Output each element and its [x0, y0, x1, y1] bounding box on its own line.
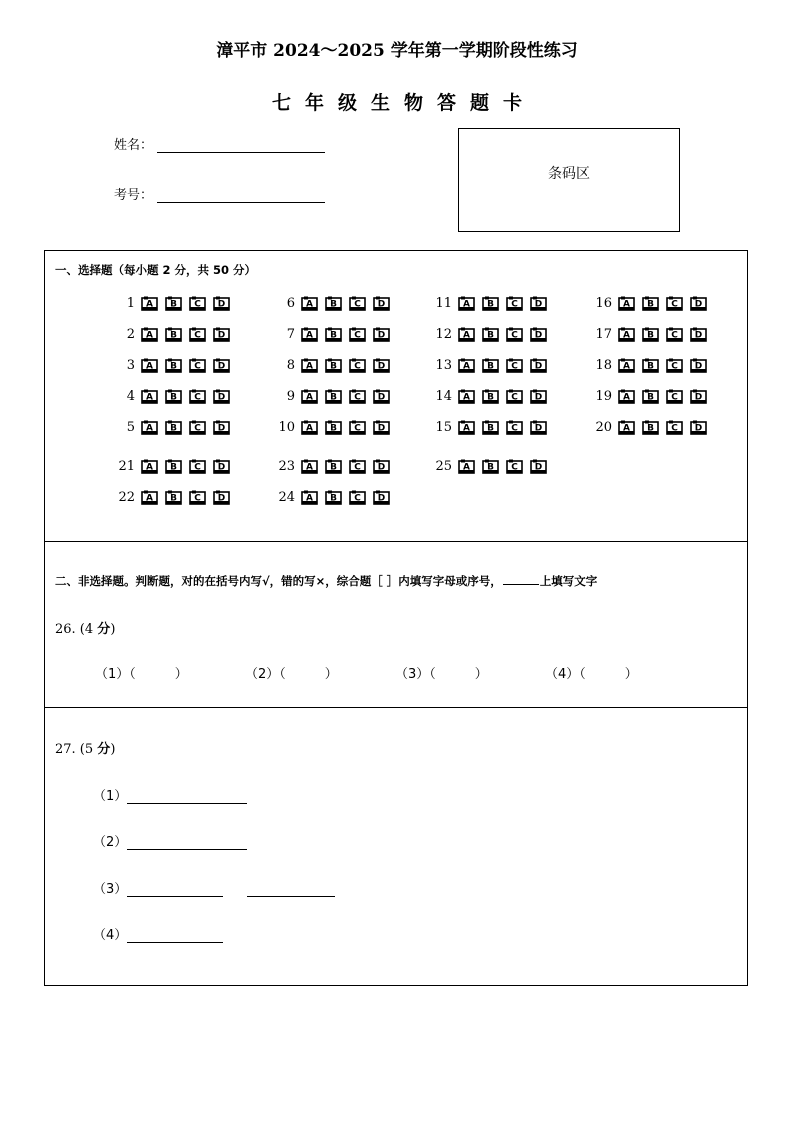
bubble-c-icon[interactable]	[189, 420, 206, 435]
question-number: 8	[286, 357, 295, 373]
option-label: D	[694, 423, 703, 433]
title-blank	[503, 575, 539, 585]
question-4-row	[103, 386, 237, 406]
question-16-row	[580, 293, 714, 313]
question-12-row	[420, 324, 554, 344]
bubble-d-icon[interactable]	[213, 389, 230, 404]
bubble-b-icon[interactable]	[642, 389, 659, 404]
question-5-row	[103, 417, 237, 437]
bubble-b-icon[interactable]	[165, 327, 182, 342]
bubble-a-icon[interactable]	[458, 358, 475, 373]
option-label: A	[623, 299, 630, 309]
q27-answer-line-4[interactable]	[127, 929, 223, 943]
question-number: 20	[595, 419, 612, 435]
q27-answer-line-3b[interactable]	[247, 883, 335, 897]
option-label: A	[463, 392, 470, 402]
option-label: A	[623, 361, 630, 371]
question-number: 2	[126, 326, 135, 342]
bubble-d-icon[interactable]	[530, 389, 547, 404]
bubble-a-icon[interactable]	[301, 327, 318, 342]
option-label: A	[146, 330, 153, 340]
question-21-row	[103, 456, 237, 476]
option-label: D	[217, 493, 226, 503]
question-number: 14	[435, 388, 452, 404]
q27-item-1[interactable]: （1）	[93, 785, 247, 804]
option-label: A	[146, 361, 153, 371]
bubble-c-icon[interactable]	[349, 296, 366, 311]
non-choice-section	[44, 541, 748, 708]
option-label: C	[194, 361, 201, 371]
option-label: B	[170, 493, 177, 503]
option-label: C	[511, 392, 518, 402]
option-label: D	[694, 330, 703, 340]
bubble-c-icon[interactable]	[349, 389, 366, 404]
bubble-a-icon[interactable]	[141, 389, 158, 404]
option-label: D	[377, 361, 386, 371]
option-label: C	[671, 361, 678, 371]
question-number: 24	[278, 489, 295, 505]
option-label: A	[306, 462, 313, 472]
question-number: 22	[118, 489, 135, 505]
bubble-c-icon[interactable]	[189, 490, 206, 505]
bubble-d-icon[interactable]	[530, 358, 547, 373]
bubble-d-icon[interactable]	[213, 296, 230, 311]
q27-item-2[interactable]: （2）	[93, 831, 247, 850]
bubble-d-icon[interactable]	[213, 490, 230, 505]
name-field[interactable]	[114, 134, 325, 153]
non-choice-title	[55, 573, 597, 589]
option-label: C	[671, 330, 678, 340]
q27-item-4[interactable]: （4）	[93, 924, 223, 943]
q26-item-2[interactable]: （2）（ ）	[245, 667, 338, 682]
bubble-b-icon[interactable]	[482, 296, 499, 311]
bubble-c-icon[interactable]	[506, 420, 523, 435]
option-label: A	[146, 299, 153, 309]
option-label: D	[534, 423, 543, 433]
option-label: A	[306, 299, 313, 309]
exam-number-label: 考号：	[114, 188, 154, 203]
option-label: B	[647, 299, 654, 309]
bubble-b-icon[interactable]	[165, 459, 182, 474]
bubble-d-icon[interactable]	[690, 420, 707, 435]
bubble-b-icon[interactable]	[165, 296, 182, 311]
question-number: 19	[595, 388, 612, 404]
option-label: D	[534, 392, 543, 402]
multiple-choice-section	[44, 250, 748, 542]
option-label: C	[511, 462, 518, 472]
bubble-c-icon[interactable]	[349, 490, 366, 505]
question-number: 1	[126, 295, 135, 311]
bubble-c-icon[interactable]	[506, 327, 523, 342]
question-23-row	[263, 456, 397, 476]
bubble-d-icon[interactable]	[213, 327, 230, 342]
bubble-a-icon[interactable]	[141, 296, 158, 311]
question-26-title: 26. (4 分)	[55, 622, 116, 637]
option-label: C	[354, 330, 361, 340]
question-number: 4	[126, 388, 135, 404]
option-label: A	[463, 330, 470, 340]
question-number: 10	[278, 419, 295, 435]
question-25-row	[420, 456, 554, 476]
bubble-c-icon[interactable]	[666, 420, 683, 435]
bubble-a-icon[interactable]	[141, 459, 158, 474]
option-label: B	[170, 299, 177, 309]
question-number: 23	[278, 458, 295, 474]
question-18-row	[580, 355, 714, 375]
option-label: D	[377, 423, 386, 433]
q27-answer-line-2[interactable]	[127, 836, 247, 850]
bubble-a-icon[interactable]	[301, 296, 318, 311]
option-label: A	[463, 462, 470, 472]
option-label: B	[487, 361, 494, 371]
bubble-a-icon[interactable]	[301, 490, 318, 505]
question-27-section	[44, 707, 748, 986]
option-label: B	[330, 361, 337, 371]
question-number: 18	[595, 357, 612, 373]
option-label: B	[170, 462, 177, 472]
question-13-row	[420, 355, 554, 375]
barcode-label: 条码区	[548, 166, 590, 182]
question-number: 11	[435, 295, 452, 311]
option-label: C	[194, 462, 201, 472]
question-number: 25	[435, 458, 452, 474]
option-label: B	[170, 392, 177, 402]
option-label: A	[146, 423, 153, 433]
question-number: 15	[435, 419, 452, 435]
bubble-d-icon[interactable]	[373, 459, 390, 474]
q27-answer-line-1[interactable]	[127, 790, 247, 804]
option-label: C	[671, 392, 678, 402]
bubble-a-icon[interactable]	[301, 420, 318, 435]
bubble-c-icon[interactable]	[189, 327, 206, 342]
option-label: A	[306, 330, 313, 340]
bubble-b-icon[interactable]	[482, 389, 499, 404]
option-label: A	[146, 392, 153, 402]
bubble-c-icon[interactable]	[349, 459, 366, 474]
option-label: D	[377, 299, 386, 309]
option-label: B	[330, 299, 337, 309]
bubble-a-icon[interactable]	[141, 490, 158, 505]
option-label: A	[463, 423, 470, 433]
bubble-d-icon[interactable]	[690, 327, 707, 342]
question-number: 13	[435, 357, 452, 373]
barcode-area	[458, 128, 680, 232]
exam-title: 漳平市 2024～2025 学年第一学期阶段性练习	[216, 41, 578, 61]
question-number: 3	[126, 357, 135, 373]
bubble-b-icon[interactable]	[482, 459, 499, 474]
bubble-a-icon[interactable]	[141, 327, 158, 342]
question-number: 21	[118, 458, 135, 474]
option-label: C	[354, 423, 361, 433]
bubble-a-icon[interactable]	[141, 420, 158, 435]
option-label: D	[694, 299, 703, 309]
bubble-c-icon[interactable]	[349, 358, 366, 373]
bubble-a-icon[interactable]	[458, 296, 475, 311]
option-label: A	[623, 423, 630, 433]
bubble-b-icon[interactable]	[642, 327, 659, 342]
bubble-b-icon[interactable]	[642, 358, 659, 373]
option-label: B	[487, 423, 494, 433]
option-label: C	[354, 299, 361, 309]
option-label: A	[146, 493, 153, 503]
bubble-b-icon[interactable]	[325, 459, 342, 474]
option-label: D	[217, 299, 226, 309]
bubble-d-icon[interactable]	[530, 459, 547, 474]
bubble-b-icon[interactable]	[482, 358, 499, 373]
bubble-c-icon[interactable]	[506, 358, 523, 373]
option-label: D	[217, 361, 226, 371]
question-14-row	[420, 386, 554, 406]
bubble-a-icon[interactable]	[458, 389, 475, 404]
exam-number-field[interactable]	[114, 184, 325, 203]
option-label: D	[217, 423, 226, 433]
question-number: 7	[286, 326, 295, 342]
option-label: A	[146, 462, 153, 472]
bubble-d-icon[interactable]	[213, 358, 230, 373]
name-line[interactable]	[157, 139, 325, 153]
bubble-c-icon[interactable]	[189, 296, 206, 311]
bubble-d-icon[interactable]	[373, 420, 390, 435]
option-label: D	[377, 392, 386, 402]
question-11-row	[420, 293, 554, 313]
option-label: D	[534, 299, 543, 309]
option-label: A	[306, 423, 313, 433]
option-label: B	[170, 361, 177, 371]
option-label: C	[354, 493, 361, 503]
bubble-b-icon[interactable]	[325, 296, 342, 311]
question-9-row	[263, 386, 397, 406]
option-label: D	[377, 330, 386, 340]
bubble-a-icon[interactable]	[141, 358, 158, 373]
bubble-c-icon[interactable]	[349, 327, 366, 342]
option-label: D	[217, 330, 226, 340]
question-24-row	[263, 487, 397, 507]
option-label: D	[217, 392, 226, 402]
question-number: 6	[286, 295, 295, 311]
option-label: A	[306, 392, 313, 402]
option-label: C	[354, 392, 361, 402]
option-label: C	[354, 361, 361, 371]
option-label: C	[671, 299, 678, 309]
bubble-b-icon[interactable]	[165, 420, 182, 435]
bubble-a-icon[interactable]	[618, 420, 635, 435]
option-label: D	[694, 392, 703, 402]
question-10-row	[263, 417, 397, 437]
bubble-b-icon[interactable]	[325, 490, 342, 505]
option-label: A	[463, 299, 470, 309]
name-label: 姓名：	[114, 138, 154, 153]
bubble-c-icon[interactable]	[189, 389, 206, 404]
answer-sheet-title: 七年级生物答题卡	[271, 92, 536, 114]
question-number: 5	[126, 419, 135, 435]
bubble-b-icon[interactable]	[165, 358, 182, 373]
question-2-row	[103, 324, 237, 344]
question-number: 17	[595, 326, 612, 342]
option-label: A	[623, 330, 630, 340]
option-label: B	[330, 462, 337, 472]
bubble-b-icon[interactable]	[325, 327, 342, 342]
option-label: D	[377, 462, 386, 472]
bubble-d-icon[interactable]	[690, 358, 707, 373]
bubble-c-icon[interactable]	[666, 358, 683, 373]
question-8-row	[263, 355, 397, 375]
bubble-b-icon[interactable]	[482, 327, 499, 342]
bubble-d-icon[interactable]	[213, 420, 230, 435]
question-22-row	[103, 487, 237, 507]
option-label: B	[170, 330, 177, 340]
bubble-c-icon[interactable]	[666, 327, 683, 342]
bubble-b-icon[interactable]	[325, 389, 342, 404]
bubble-d-icon[interactable]	[373, 327, 390, 342]
bubble-c-icon[interactable]	[506, 459, 523, 474]
option-label: C	[194, 493, 201, 503]
bubble-b-icon[interactable]	[165, 389, 182, 404]
q27-answer-line-3a[interactable]	[127, 883, 223, 897]
q26-item-3[interactable]: （3）（ ）	[395, 667, 488, 682]
bubble-d-icon[interactable]	[530, 420, 547, 435]
option-label: C	[511, 361, 518, 371]
bubble-d-icon[interactable]	[373, 296, 390, 311]
bubble-d-icon[interactable]	[530, 296, 547, 311]
option-label: C	[511, 330, 518, 340]
question-number: 12	[435, 326, 452, 342]
question-20-row	[580, 417, 714, 437]
bubble-c-icon[interactable]	[666, 389, 683, 404]
option-label: B	[487, 462, 494, 472]
bubble-a-icon[interactable]	[458, 459, 475, 474]
option-label: B	[330, 330, 337, 340]
bubble-a-icon[interactable]	[618, 358, 635, 373]
option-label: A	[306, 361, 313, 371]
bubble-b-icon[interactable]	[642, 420, 659, 435]
option-label: C	[511, 299, 518, 309]
bubble-d-icon[interactable]	[213, 459, 230, 474]
question-number: 16	[595, 295, 612, 311]
bubble-c-icon[interactable]	[349, 420, 366, 435]
bubble-a-icon[interactable]	[618, 296, 635, 311]
bubble-d-icon[interactable]	[530, 327, 547, 342]
non-choice-title-part2: 上填写文字	[539, 574, 598, 588]
option-label: A	[463, 361, 470, 371]
option-label: C	[511, 423, 518, 433]
option-label: B	[487, 299, 494, 309]
multiple-choice-title: 一、选择题（每小题 2 分，共 50 分）	[55, 263, 257, 277]
question-3-row	[103, 355, 237, 375]
q26-item-1[interactable]: （1）（ ）	[95, 667, 188, 682]
non-choice-title-part1: 二、非选择题。判断题，对的在括号内写√，错的写×，综合题［ ］内填写字母或序号，	[55, 574, 502, 588]
option-label: D	[694, 361, 703, 371]
question-19-row	[580, 386, 714, 406]
bubble-b-icon[interactable]	[482, 420, 499, 435]
option-label: B	[647, 392, 654, 402]
bubble-c-icon[interactable]	[666, 296, 683, 311]
option-label: B	[647, 361, 654, 371]
option-label: D	[534, 361, 543, 371]
bubble-b-icon[interactable]	[165, 490, 182, 505]
option-label: D	[377, 493, 386, 503]
bubble-d-icon[interactable]	[690, 296, 707, 311]
bubble-a-icon[interactable]	[301, 389, 318, 404]
option-label: B	[170, 423, 177, 433]
bubble-d-icon[interactable]	[373, 358, 390, 373]
option-label: B	[487, 392, 494, 402]
bubble-d-icon[interactable]	[373, 490, 390, 505]
bubble-c-icon[interactable]	[189, 459, 206, 474]
option-label: D	[534, 462, 543, 472]
question-17-row	[580, 324, 714, 344]
bubble-a-icon[interactable]	[458, 420, 475, 435]
bubble-a-icon[interactable]	[618, 389, 635, 404]
option-label: B	[487, 330, 494, 340]
exam-number-line[interactable]	[157, 189, 325, 203]
option-label: C	[194, 423, 201, 433]
option-label: B	[330, 493, 337, 503]
bubble-c-icon[interactable]	[506, 389, 523, 404]
option-label: D	[217, 462, 226, 472]
option-label: B	[330, 423, 337, 433]
question-6-row	[263, 293, 397, 313]
bubble-b-icon[interactable]	[325, 358, 342, 373]
question-7-row	[263, 324, 397, 344]
option-label: C	[194, 330, 201, 340]
bubble-a-icon[interactable]	[618, 327, 635, 342]
q26-item-4[interactable]: （4）（ ）	[545, 667, 638, 682]
q27-item-3[interactable]: （3）	[93, 878, 335, 897]
bubble-b-icon[interactable]	[325, 420, 342, 435]
question-number: 9	[286, 388, 295, 404]
bubble-a-icon[interactable]	[458, 327, 475, 342]
option-label: C	[671, 423, 678, 433]
bubble-c-icon[interactable]	[506, 296, 523, 311]
question-27-title: 27. (5 分)	[55, 742, 116, 757]
option-label: C	[194, 392, 201, 402]
option-label: C	[354, 462, 361, 472]
option-label: B	[330, 392, 337, 402]
question-1-row	[103, 293, 237, 313]
bubble-c-icon[interactable]	[189, 358, 206, 373]
option-label: A	[623, 392, 630, 402]
option-label: B	[647, 330, 654, 340]
option-label: C	[194, 299, 201, 309]
option-label: B	[647, 423, 654, 433]
bubble-a-icon[interactable]	[301, 358, 318, 373]
option-label: A	[306, 493, 313, 503]
bubble-d-icon[interactable]	[690, 389, 707, 404]
option-label: D	[534, 330, 543, 340]
bubble-d-icon[interactable]	[373, 389, 390, 404]
bubble-b-icon[interactable]	[642, 296, 659, 311]
question-15-row	[420, 417, 554, 437]
bubble-a-icon[interactable]	[301, 459, 318, 474]
